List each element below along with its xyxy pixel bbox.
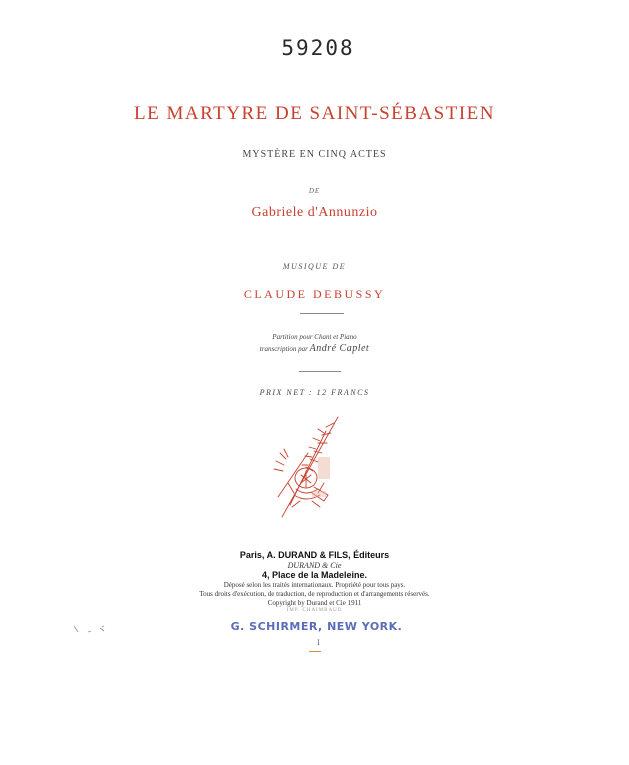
author-name: Gabriele d'Annunzio — [251, 205, 378, 220]
partition-line: Partition pour Chant et Piano — [272, 333, 357, 341]
work-title: LE MARTYRE DE SAINT-SÉBASTIEN — [134, 103, 495, 124]
publisher-firm: DURAND & Cie — [287, 561, 342, 570]
publisher-address: 4, Place de la Madeleine. — [261, 570, 368, 580]
divider-rule — [299, 371, 341, 372]
transcription-line — [0, 343, 629, 354]
catalog-number: 59208 — [281, 36, 355, 60]
price-line: PRIX NET : 12 FRANCS — [259, 388, 370, 397]
transcription-prefix: transcription par — [259, 345, 308, 353]
library-stamp: G. SCHIRMER, NEW YORK. — [230, 620, 403, 633]
ink-specks-icon — [72, 622, 112, 638]
pencil-mark — [309, 651, 321, 652]
printer-line: IMP. CHAIMBAUD — [286, 608, 343, 613]
work-subtitle: MYSTÈRE EN CINQ ACTES — [242, 149, 387, 160]
divider-rule — [300, 313, 344, 314]
rights-notice-2: Tous droits d'exécution, de traduction, de reproduction et d'arrangements réservés. — [199, 590, 430, 598]
composer-name: CLAUDE DEBUSSY — [243, 287, 386, 301]
rights-notice: Déposé selon les traités internationaux. Propriété pour tous pays. — [223, 581, 406, 589]
by-word: DE — [308, 187, 321, 195]
laurel-emblem-icon — [268, 413, 346, 523]
transcriber-name: André Caplet — [309, 343, 370, 354]
page-mark: I — [317, 638, 320, 647]
publisher-line: Paris, A. DURAND & FILS, Éditeurs — [239, 550, 390, 560]
copyright-line: Copyright by Durand et Cie 1911 — [267, 599, 362, 607]
music-by-label: MUSIQUE DE — [282, 262, 347, 271]
